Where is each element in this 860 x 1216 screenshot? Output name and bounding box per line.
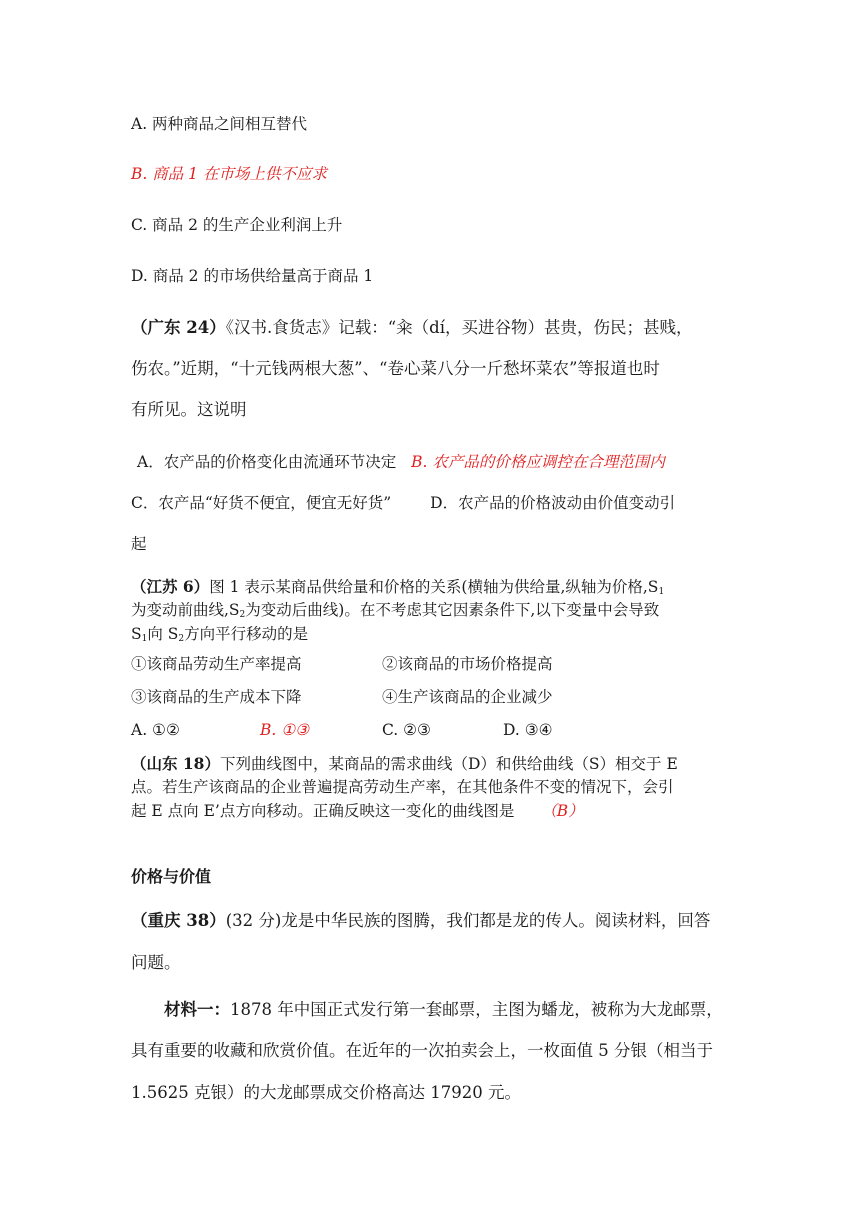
question-shandong-18 bbox=[131, 756, 678, 773]
question-tag: （江苏 6） bbox=[131, 577, 210, 596]
material-text-line: 1.5625 克银）的大龙邮票成交价格高达 17920 元。 bbox=[131, 1083, 521, 1102]
question-text-line: 有所见。这说明 bbox=[131, 400, 247, 419]
option-c bbox=[131, 496, 675, 512]
material-text: 1878 年中国正式发行第一套邮票，主图为蟠龙，被称为大龙邮票， bbox=[230, 1000, 723, 1019]
option-a-text: A．农产品的价格变化由流通环节决定 bbox=[137, 453, 397, 471]
question-text: (32 分)龙是中华民族的图腾，我们都是龙的传人。阅读材料，回答 bbox=[225, 911, 711, 930]
material-one bbox=[164, 1002, 723, 1019]
subscript: 2 bbox=[239, 610, 246, 620]
option-b-answer: B. 农产品的价格应调控在合理范围内 bbox=[411, 453, 665, 471]
material-text-line: 具有重要的收藏和欣赏价值。在近年的一次拍卖会上，一枚面值 5 分银（相当于 bbox=[131, 1041, 713, 1060]
material-label: 材料一： bbox=[164, 1000, 230, 1019]
question-guangdong-24 bbox=[131, 320, 693, 337]
subscript: 1 bbox=[658, 587, 665, 597]
option-b-answer: B. 商品 1 在市场上供不应求 bbox=[131, 165, 327, 183]
question-text-line: 伤农。”近期，“十元钱两根大葱”、“卷心菜八分一斤愁坏菜农”等报道也时 bbox=[131, 359, 660, 378]
statement-2: ②该商品的市场价格提高 bbox=[382, 655, 553, 673]
question-text-line: 点。若生产该商品的企业普遍提高劳动生产率，在其他条件不变的情况下，会引 bbox=[131, 778, 674, 796]
question-chongqing-38 bbox=[131, 913, 710, 930]
option-a bbox=[137, 455, 665, 471]
text-fragment: S bbox=[131, 625, 142, 643]
question-tag: （山东 18） bbox=[131, 754, 220, 773]
question-text: 《汉书.食货志》记载：“籴（dí，买进谷物）甚贵，伤民；甚贱， bbox=[225, 318, 693, 337]
question-tag: （重庆 38） bbox=[131, 911, 226, 930]
statement-1: ①该商品劳动生产率提高 bbox=[131, 655, 302, 673]
subscript: 2 bbox=[178, 634, 185, 644]
question-text-line bbox=[131, 804, 584, 820]
question-jiangsu-6 bbox=[131, 579, 664, 597]
option-b-answer: B. ①③ bbox=[260, 721, 310, 739]
question-text: 图 1 表示某商品供给量和价格的关系(横轴为供给量,纵轴为价格,S bbox=[209, 578, 659, 596]
option-d: D. ③④ bbox=[503, 721, 553, 739]
option-d: D. 商品 2 的市场供给量高于商品 1 bbox=[131, 267, 374, 285]
answer-b: （B） bbox=[541, 802, 584, 820]
text-fragment: 为变动前曲线,S bbox=[131, 601, 240, 619]
question-text-line: 问题。 bbox=[131, 953, 181, 972]
option-c: C. 商品 2 的生产企业利润上升 bbox=[131, 216, 343, 234]
text-fragment: 方向平行移动的是 bbox=[184, 625, 309, 643]
statement-4: ④生产该商品的企业减少 bbox=[382, 688, 553, 706]
option-a: A. 两种商品之间相互替代 bbox=[131, 115, 308, 133]
question-text: 下列曲线图中，某商品的需求曲线（D）和供给曲线（S）相交于 E bbox=[219, 755, 678, 773]
option-c: C. ②③ bbox=[382, 721, 431, 739]
question-text-line bbox=[131, 627, 308, 644]
text-fragment: 为变动后曲线)。在不考虑其它因素条件下,以下变量中会导致 bbox=[245, 601, 660, 619]
question-tag: （广东 24） bbox=[131, 318, 226, 337]
option-c-text: C．农产品“好货不便宜，便宜无好货” bbox=[131, 494, 392, 512]
text-fragment: 向 S bbox=[147, 625, 179, 643]
option-a: A. ①② bbox=[131, 721, 180, 739]
question-text: 起 E 点向 E’点方向移动。正确反映这一变化的曲线图是 bbox=[131, 802, 515, 820]
section-title: 价格与价值 bbox=[131, 867, 212, 886]
statement-3: ③该商品的生产成本下降 bbox=[131, 688, 302, 706]
question-text-line bbox=[131, 603, 659, 620]
option-d-text: D．农产品的价格波动由价值变动引 bbox=[430, 494, 676, 512]
subscript: 1 bbox=[141, 634, 148, 644]
option-d-continued: 起 bbox=[131, 535, 147, 553]
